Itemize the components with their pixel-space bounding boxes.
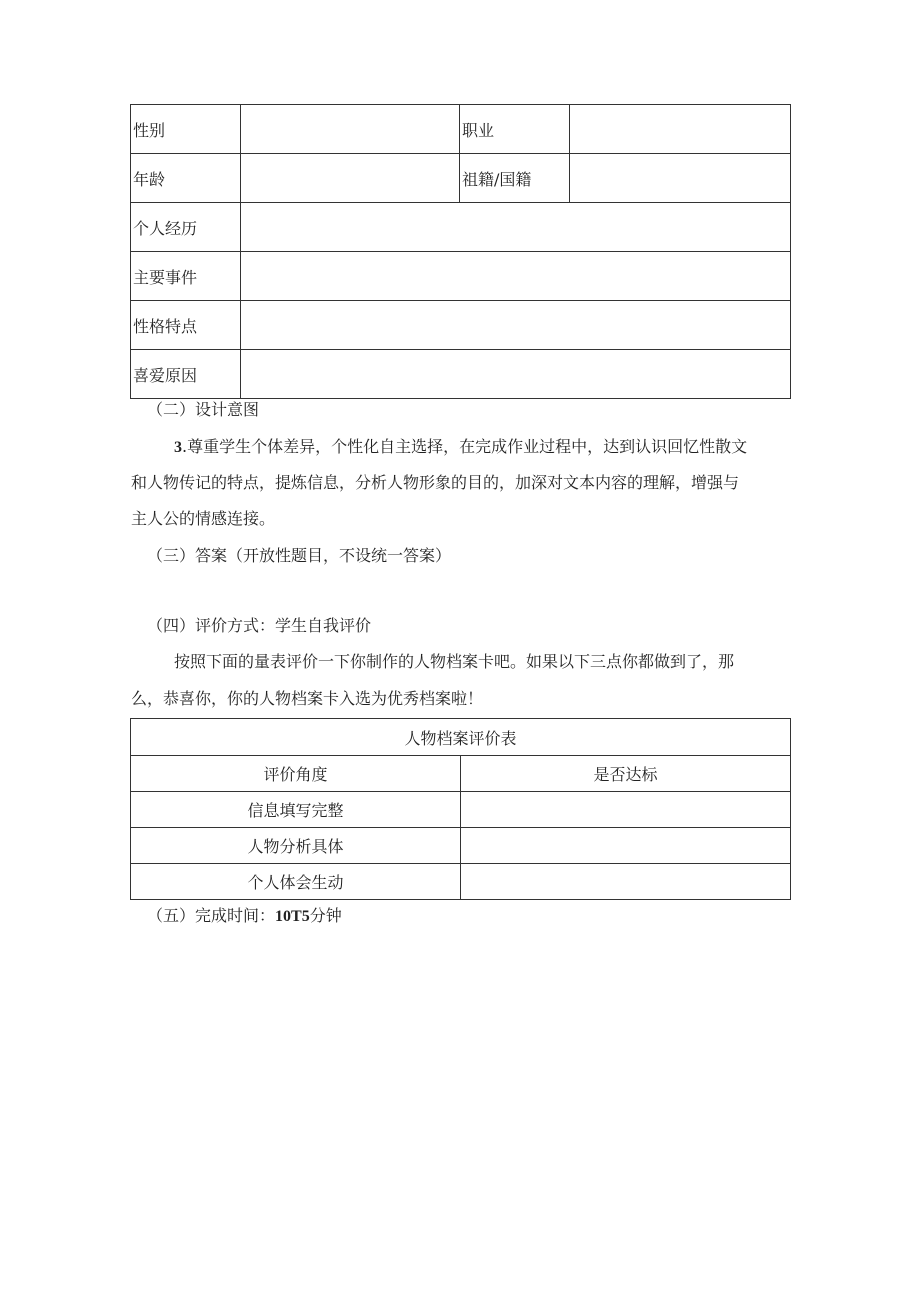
time-unit: 分钟 — [309, 906, 342, 925]
table-title-row — [131, 719, 791, 756]
table-row — [131, 252, 791, 301]
section4-heading: （四）评价方式：学生自我评价 — [147, 616, 372, 635]
table-header-row — [131, 756, 791, 792]
table-row — [131, 154, 791, 203]
table-row — [131, 864, 791, 900]
reason-field[interactable] — [241, 350, 791, 399]
section5-heading: （五）完成时间： — [147, 906, 276, 925]
table-row — [131, 203, 791, 252]
completion-time: 10T5 — [275, 908, 310, 925]
section2-text-line1: .尊重学生个体差异，个性化自主选择，在完成作业过程中，达到认识回忆性散文 — [182, 437, 748, 456]
table-row — [131, 792, 791, 828]
occupation-field[interactable] — [570, 105, 791, 154]
nationality-field[interactable] — [570, 154, 791, 203]
section2-heading: （二）设计意图 — [147, 400, 260, 419]
criterion-cell: 人物分析具体 — [131, 828, 461, 864]
label-occupation: 职业 — [460, 105, 570, 154]
section2-paragraph-line1 — [174, 436, 747, 459]
label-reason: 喜爱原因 — [131, 350, 241, 399]
achieved-field[interactable] — [461, 828, 791, 864]
item-number: 3 — [174, 439, 182, 456]
section3-heading: （三）答案（开放性题目，不设统一答案） — [147, 546, 452, 565]
label-personality: 性格特点 — [131, 301, 241, 350]
profile-table — [130, 104, 791, 399]
criterion-cell: 个人体会生动 — [131, 864, 461, 900]
section2-paragraph-line3: 主人公的情感连接。 — [131, 509, 276, 528]
label-nationality: 祖籍/国籍 — [460, 154, 570, 203]
label-experience: 个人经历 — [131, 203, 241, 252]
achieved-field[interactable] — [461, 864, 791, 900]
experience-field[interactable] — [241, 203, 791, 252]
section5-line — [147, 905, 342, 928]
header-criteria: 评价角度 — [131, 756, 461, 792]
criterion-cell: 信息填写完整 — [131, 792, 461, 828]
table-row — [131, 350, 791, 399]
gender-field[interactable] — [241, 105, 460, 154]
table-row — [131, 105, 791, 154]
achieved-field[interactable] — [461, 792, 791, 828]
evaluation-table — [130, 718, 791, 900]
table-row — [131, 301, 791, 350]
label-main-events: 主要事件 — [131, 252, 241, 301]
label-gender: 性别 — [131, 105, 241, 154]
main-events-field[interactable] — [241, 252, 791, 301]
label-age: 年龄 — [131, 154, 241, 203]
section4-paragraph-line2: 么，恭喜你，你的人物档案卡入选为优秀档案啦！ — [131, 689, 484, 708]
header-achieved: 是否达标 — [461, 756, 791, 792]
personality-field[interactable] — [241, 301, 791, 350]
table-row — [131, 828, 791, 864]
section4-paragraph-line1: 按照下面的量表评价一下你制作的人物档案卡吧。如果以下三点你都做到了，那 — [174, 652, 735, 671]
section2-paragraph-line2: 和人物传记的特点，提炼信息，分析人物形象的目的，加深对文本内容的理解，增强与 — [131, 473, 740, 492]
evaluation-table-title: 人物档案评价表 — [131, 719, 791, 756]
age-field[interactable] — [241, 154, 460, 203]
